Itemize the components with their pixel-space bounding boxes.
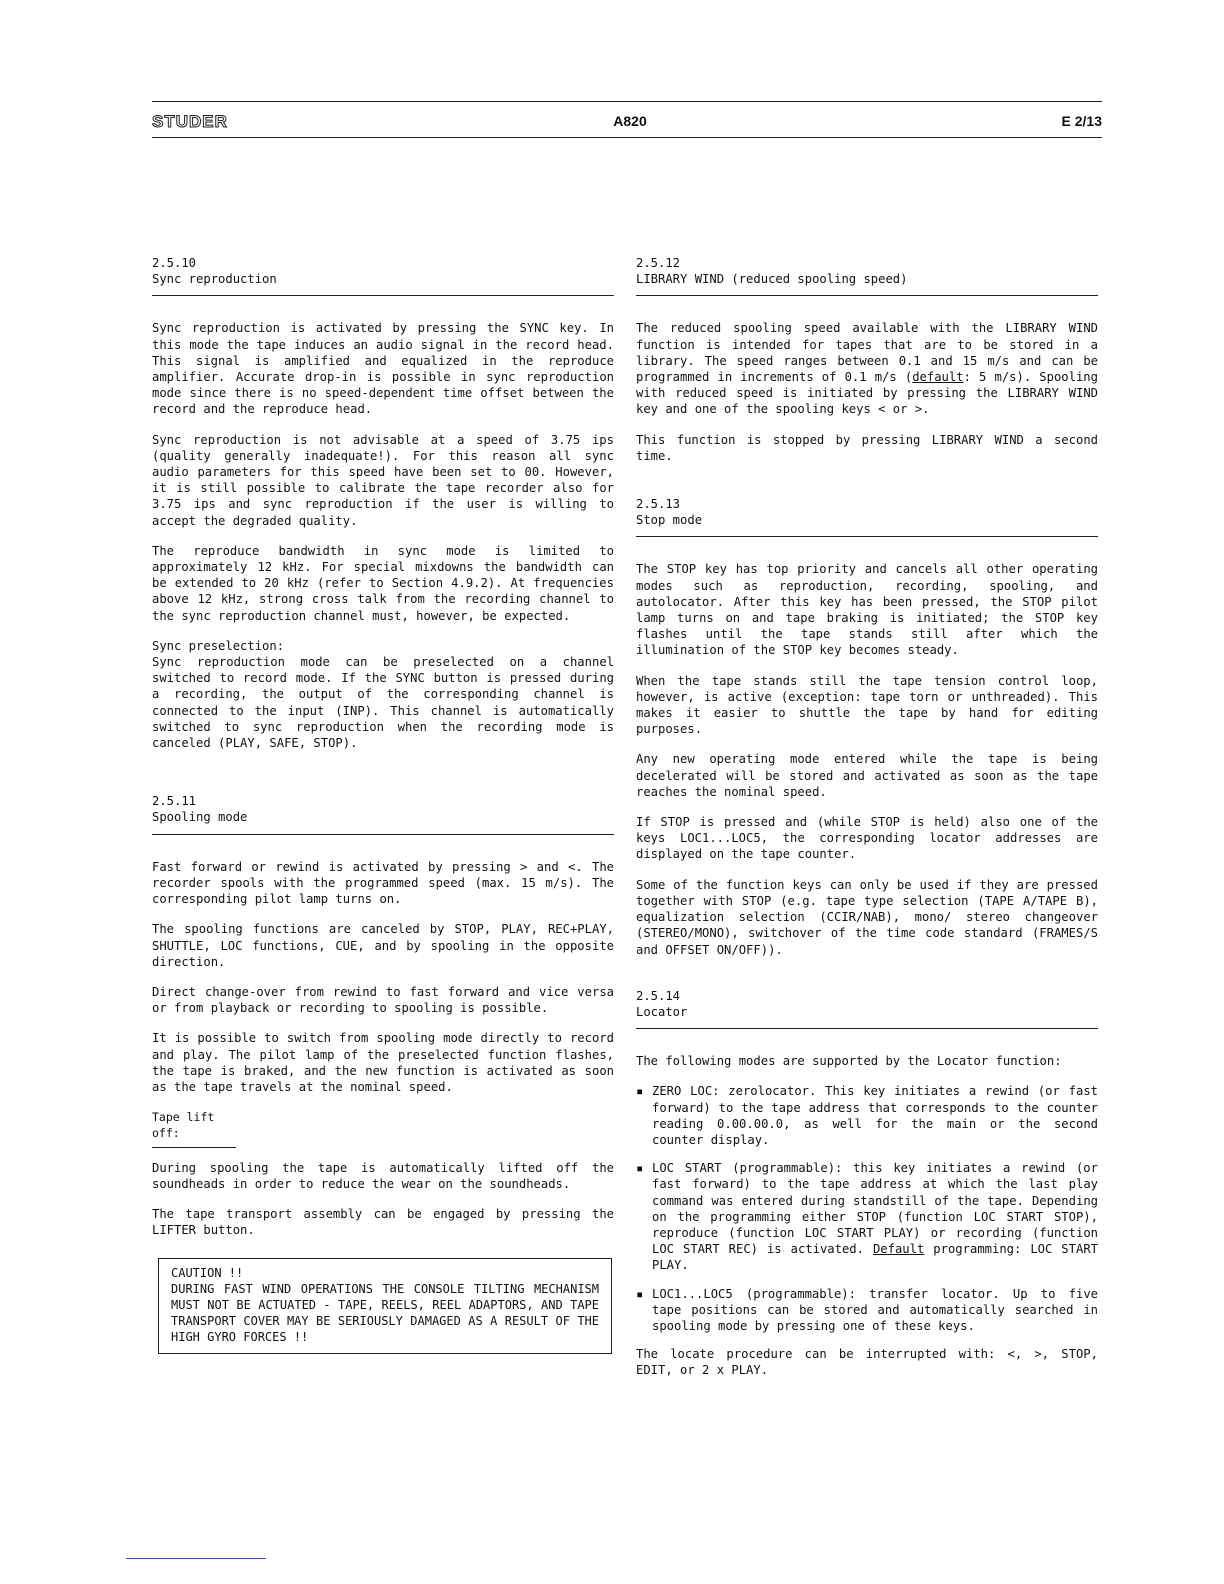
paragraph: This function is stopped by pressing LIBRARY WIND a second time. <box>636 432 1098 463</box>
section-number: 2.5.12 <box>636 256 681 270</box>
right-column <box>636 255 1098 1393</box>
brand-logo: STUDER <box>152 112 228 131</box>
sub-label: Sync preselection: <box>152 638 285 653</box>
paragraph: Some of the function keys can only be used if they are pressed together with STOP (e.g. tape type selection (TAPE A/TAPE B), equalization selection (CCIR/NAB), mono/ stereo changeover (STEREO/MONO), switchover of the time code standard (FRAMES/S and OFFSET ON/OFF)). <box>636 877 1098 957</box>
left-column <box>152 255 614 1354</box>
paragraph-text: The reduced spooling speed available with the LIBRARY WIND function is intended for tapes that are to be stored in a library. The speed ranges between 0.1 and 15 m/s and can be programmed in increments of 0.1 m/s ( <box>636 321 1098 385</box>
caution-box <box>158 1258 612 1354</box>
paragraph: Any new operating mode entered while the tape is being decelerated will be stored and activated as soon as the tape reaches the nominal speed. <box>636 752 1098 799</box>
paragraph: Fast forward or rewind is activated by pressing > and <. The recorder spools with the programmed speed (max. 15 m/s). The corresponding pilot lamp turns on. <box>152 859 614 907</box>
footer-rule <box>126 1558 266 1559</box>
section-heading <box>636 255 1098 296</box>
paragraph <box>636 320 1098 417</box>
section-number: 2.5.11 <box>152 794 197 809</box>
section-title: LIBRARY WIND (reduced spooling speed) <box>636 272 908 287</box>
paragraph-text: Sync reproduction mode can be preselected on a channel switched to record mode. If the SYNC button is pressed during a recording, the output of the corresponding channel is connected to the input (INP). This channel is automatically switched to sync reproduction when the recording mode is canceled (PLAY, SAFE, STOP). <box>152 655 614 751</box>
paragraph: The tape transport assembly can be engaged by pressing the LIFTER button. <box>152 1206 614 1238</box>
section-number: 2.5.14 <box>636 988 681 1003</box>
section-number: 2.5.10 <box>152 256 197 270</box>
paragraph: The STOP key has top priority and cancels all other operating modes such as reproduction, recording, spooling, and autolocator. After this key has been pressed, the STOP pilot lamp turns on and tape braking is initiated; the STOP key flashes until the tape stands still after which the illumination of the STOP key becomes steady. <box>636 562 1098 658</box>
paragraph: The locate procedure can be interrupted with: <, >, STOP, EDIT, or 2 x PLAY. <box>636 1347 1098 1378</box>
section-title: Sync reproduction <box>152 272 277 287</box>
list-item: ▪ LOC1...LOC5 (programmable): transfer locator. Up to five tape positions can be stored and automatically searched in spooling mode by pressing one of these keys. <box>636 1286 1098 1335</box>
paragraph: When the tape stands still the tape tension control loop, however, is active (exception: tape torn or unthreaded). This makes it easier to shuttle the tape by hand for editing purposes. <box>636 673 1098 737</box>
section-number: 2.5.13 <box>636 497 681 512</box>
list-item <box>636 1160 1098 1273</box>
section-heading <box>636 988 1098 1029</box>
section-title: Locator <box>636 1004 688 1019</box>
list-item-text: LOC START (programmable): this key initiates a rewind (or fast forward) to the tape address at which the last play command was entered during standstill of the tape. Depending on the programming either STOP (function LOC START STOP), reproduce (function LOC START PLAY) or recording (function LOC START REC) is activated. <box>652 1161 1098 1257</box>
list-item-text: programming: LOC START PLAY. <box>652 1242 1098 1273</box>
caution-title: CAUTION !! <box>171 1266 244 1281</box>
model-name: A820 <box>613 113 647 129</box>
section-title: Stop mode <box>636 513 703 528</box>
section-heading <box>152 255 614 296</box>
default-term: default <box>912 370 964 385</box>
paragraph: During spooling the tape is automatically lifted off the soundheads in order to reduce the wear on the soundheads. <box>152 1160 614 1191</box>
paragraph: The spooling functions are canceled by STOP, PLAY, REC+PLAY, SHUTTLE, LOC functions, CUE, and by spooling in the opposite direction. <box>152 922 614 969</box>
sub-label: Tape lift off: <box>152 1109 236 1147</box>
header-bottom-rule <box>152 137 1102 138</box>
paragraph: The following modes are supported by the Locator function: <box>636 1054 1062 1069</box>
section-title: Spooling mode <box>152 810 248 825</box>
paragraph <box>152 638 614 751</box>
paragraph: If STOP is pressed and (while STOP is held) also one of the keys LOC1...LOC5, the corresponding locator addresses are displayed on the tape counter. <box>636 815 1098 862</box>
paragraph: The reproduce bandwidth in sync mode is limited to approximately 12 kHz. For special mixdowns the bandwidth can be extended to 20 kHz (refer to Section 4.9.2). At frequencies above 12 kHz, strong cross talk from the recording channel to the sync reproduction channel must, however, be expected. <box>152 543 614 623</box>
header-top-rule <box>152 101 1102 102</box>
locator-modes-list <box>636 1083 1098 1334</box>
paragraph-text: : 5 m/s). Spooling with reduced speed is initiated by pressing the LIBRARY WIND key and one of the spooling keys < or >. <box>636 370 1098 417</box>
caution-text: DURING FAST WIND OPERATIONS THE CONSOLE TILTING MECHANISM MUST NOT BE ACTUATED - TAPE, REELS, REEL ADAPTORS, AND TAPE TRANSPORT COVER MAY BE SERIOUSLY DAMAGED AS A RESULT OF THE HIGH GYRO FORCES !! <box>171 1282 599 1345</box>
paragraph: Sync reproduction is activated by pressing the SYNC key. In this mode the tape induces an audio signal in the record head. This signal is amplified and equalized in the reproduce amplifier. Accurate drop-in is possible in sync reproduction mode since there is no speed-dependent time offset between the record and the reproduce head. <box>152 321 614 417</box>
paragraph: It is possible to switch from spooling mode directly to record and play. The pilot lamp of the preselected function flashes, the tape is braked, and the new function is activated as soon as the tape travels at the nominal speed. <box>152 1031 614 1094</box>
paragraph: Direct change-over from rewind to fast forward and vice versa or from playback or recording to spooling is possible. <box>152 984 614 1016</box>
page-number: E 2/13 <box>1061 113 1102 129</box>
default-term: Default <box>872 1242 925 1257</box>
list-item: ▪ ZERO LOC: zerolocator. This key initiates a rewind (or fast forward) to the tape address that corresponds to the counter reading 0.00.00.0, as well for the main or the second counter display. <box>636 1083 1098 1148</box>
paragraph: Sync reproduction is not advisable at a speed of 3.75 ips (quality generally inadequate!). For this reason all sync audio parameters for this speed have been set to 00. However, it is still possible to calibrate the tape recorder also for 3.75 ips and sync reproduction if the user is willing to accept the degraded quality. <box>152 432 614 528</box>
section-heading <box>636 496 1098 537</box>
section-heading <box>152 793 614 834</box>
